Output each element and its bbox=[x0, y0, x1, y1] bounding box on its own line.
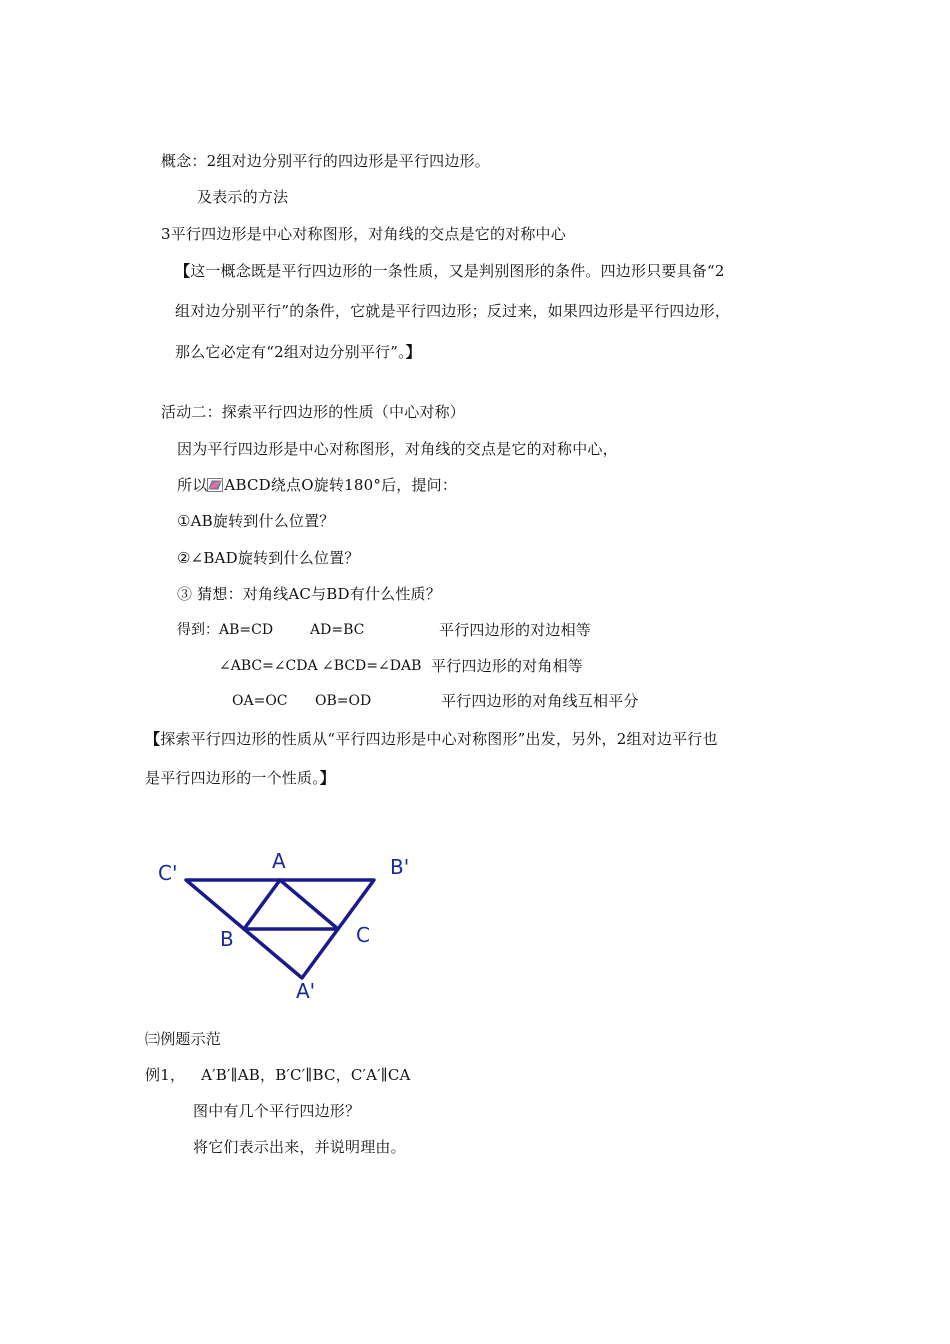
result-angles-text: 平行四边形的对角相等 bbox=[431, 657, 584, 675]
so-line bbox=[177, 475, 457, 495]
example-question-2: 将它们表示出来，并说明理由。 bbox=[193, 1138, 406, 1156]
note2-text-a: 探索平行四边形的性质从“平行四边形是中心对称图形”出发，另外，2组对边平行也 bbox=[160, 730, 718, 748]
bracket-close: 】 bbox=[405, 343, 421, 361]
example-condition: A′B′∥AB，B′C′∥BC，C′A′∥CA bbox=[201, 1066, 411, 1084]
note2-line-b bbox=[145, 768, 335, 788]
label-a-prime: A' bbox=[296, 979, 316, 1003]
example-title: ㈢例题示范 bbox=[145, 1030, 222, 1048]
question-1: ①AB旋转到什么位置？ bbox=[177, 512, 335, 530]
note1-text-c: 那么它必定有“2组对边分别平行”。 bbox=[175, 343, 406, 361]
question-2: ②∠BAD旋转到什么位置？ bbox=[177, 549, 360, 567]
result-diag-eq2: OB=OD bbox=[315, 693, 372, 709]
result-diag-text: 平行四边形的对角线互相平分 bbox=[441, 692, 639, 710]
example-label: 例1， bbox=[145, 1066, 186, 1084]
bracket-open: 【 bbox=[175, 262, 191, 280]
note2-text-b: 是平行四边形的一个性质。 bbox=[145, 769, 320, 787]
result-angles-eq: ∠ABC=∠CDA ∠BCD=∠DAB bbox=[219, 658, 422, 674]
result-sides-eq2: AD=BC bbox=[310, 622, 365, 638]
triangle-figure bbox=[150, 840, 430, 1010]
activity2-heading: 活动二：探索平行四边形的性质（中心对称） bbox=[161, 403, 466, 421]
parallelogram-symbol-icon bbox=[207, 477, 223, 491]
notation-line: 及表示的方法 bbox=[197, 188, 289, 206]
result-sides-eq1: 得到：AB=CD bbox=[177, 622, 274, 638]
result-sides-text: 平行四边形的对边相等 bbox=[439, 621, 592, 639]
example-question-1: 图中有几个平行四边形？ bbox=[193, 1102, 361, 1120]
note1-line-a bbox=[175, 261, 725, 281]
label-c-prime: C' bbox=[158, 861, 178, 885]
concept-line: 概念：2组对边分别平行的四边形是平行四边形。 bbox=[161, 152, 490, 170]
so-suffix: ABCD绕点O旋转180°后，提问： bbox=[224, 476, 458, 494]
label-a: A bbox=[272, 849, 286, 873]
note1-line-c bbox=[175, 342, 421, 362]
note1-line-b: 组对边分别平行”的条件，它就是平行四边形；反过来，如果四边形是平行四边形， bbox=[175, 302, 731, 320]
because-line: 因为平行四边形是中心对称图形，对角线的交点是它的对称中心， bbox=[177, 440, 618, 458]
inner-triangle bbox=[244, 880, 338, 929]
bracket-close-2: 】 bbox=[319, 769, 336, 787]
question-3: ③ 猜想：对角线AC与BD有什么性质？ bbox=[177, 585, 441, 603]
example-line bbox=[145, 1065, 411, 1085]
note2-line-a bbox=[145, 729, 718, 749]
label-b: B bbox=[220, 927, 234, 951]
note1-text-a: 这一概念既是平行四边形的一条性质，又是判别图形的条件。四边形只要具备“2 bbox=[190, 262, 725, 280]
bracket-open-2: 【 bbox=[145, 730, 161, 748]
so-prefix: 所以 bbox=[177, 476, 208, 494]
symmetry-line: 3平行四边形是中心对称图形，对角线的交点是它的对称中心 bbox=[161, 225, 566, 243]
label-c: C bbox=[356, 923, 370, 947]
result-diag-eq1: OA=OC bbox=[232, 693, 288, 709]
label-b-prime: B' bbox=[390, 855, 410, 879]
